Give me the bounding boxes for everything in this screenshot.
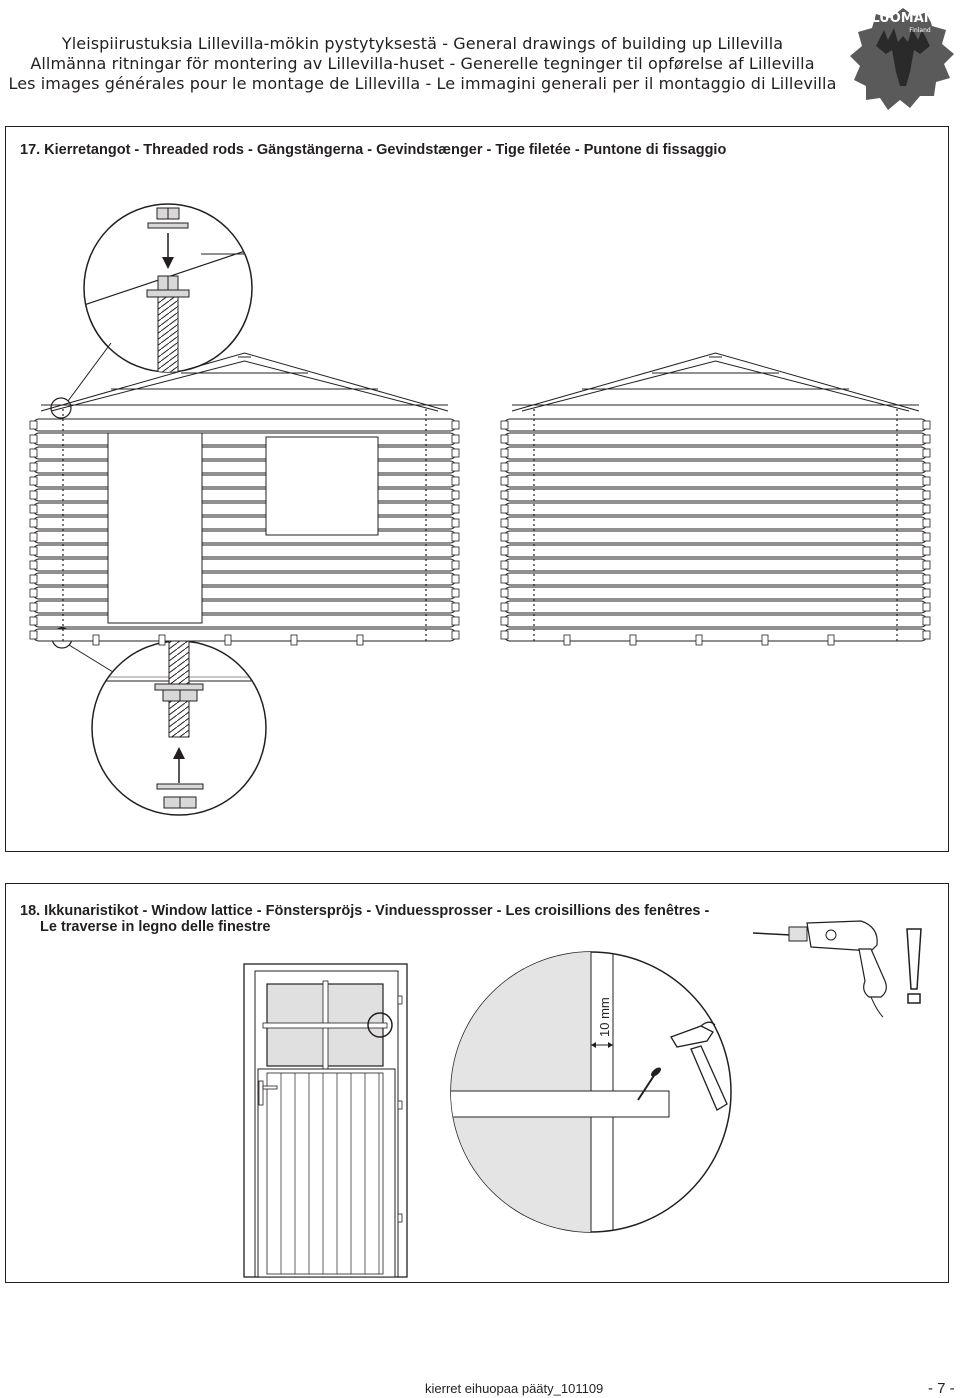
measure-10mm-label: 10 mm [597,997,612,1037]
footer-doc-name: kierret eihuopaa pääty_101109 [425,1381,604,1396]
section-18-title: 18. Ikkunaristikot - Window lattice - Fönsterspröjs - Vinduessprosser - Les croisillions des fenêtres - [20,903,710,919]
page-number: - 7 - [928,1380,955,1397]
header-line-3: Les images générales pour le montage de Lillevilla - Le immagini generali per il montaggio di Lillevilla [8,74,837,93]
section-18-panel [5,883,949,1283]
right-gable-wall [501,353,930,645]
logo-brand: LUOMAN [871,11,935,26]
header-line-1: Yleispiirustuksia Lillevilla-mökin pystytyksestä - General drawings of building up Lillevilla [61,34,784,53]
section-17-title: 17. Kierretangot - Threaded rods - Gängstängerna - Gevindstænger - Tige filetée - Puntone di fissaggio [20,142,727,158]
warning-exclamation-icon [907,929,921,1003]
section-17-panel [5,126,949,852]
window-lattice-drawing [6,884,950,1284]
section-18-title-line2: Le traverse in legno delle finestre [40,919,271,935]
header-line-2: Allmänna ritningar för montering av Lillevilla-huset - Generelle tegninger til opførelse af Lillevilla [30,54,815,73]
left-gable-wall [30,353,459,645]
threaded-rod-drawing [6,127,950,853]
logo-country: Finland [909,27,931,34]
luoman-logo [848,2,958,122]
drill-icon [753,921,886,1017]
